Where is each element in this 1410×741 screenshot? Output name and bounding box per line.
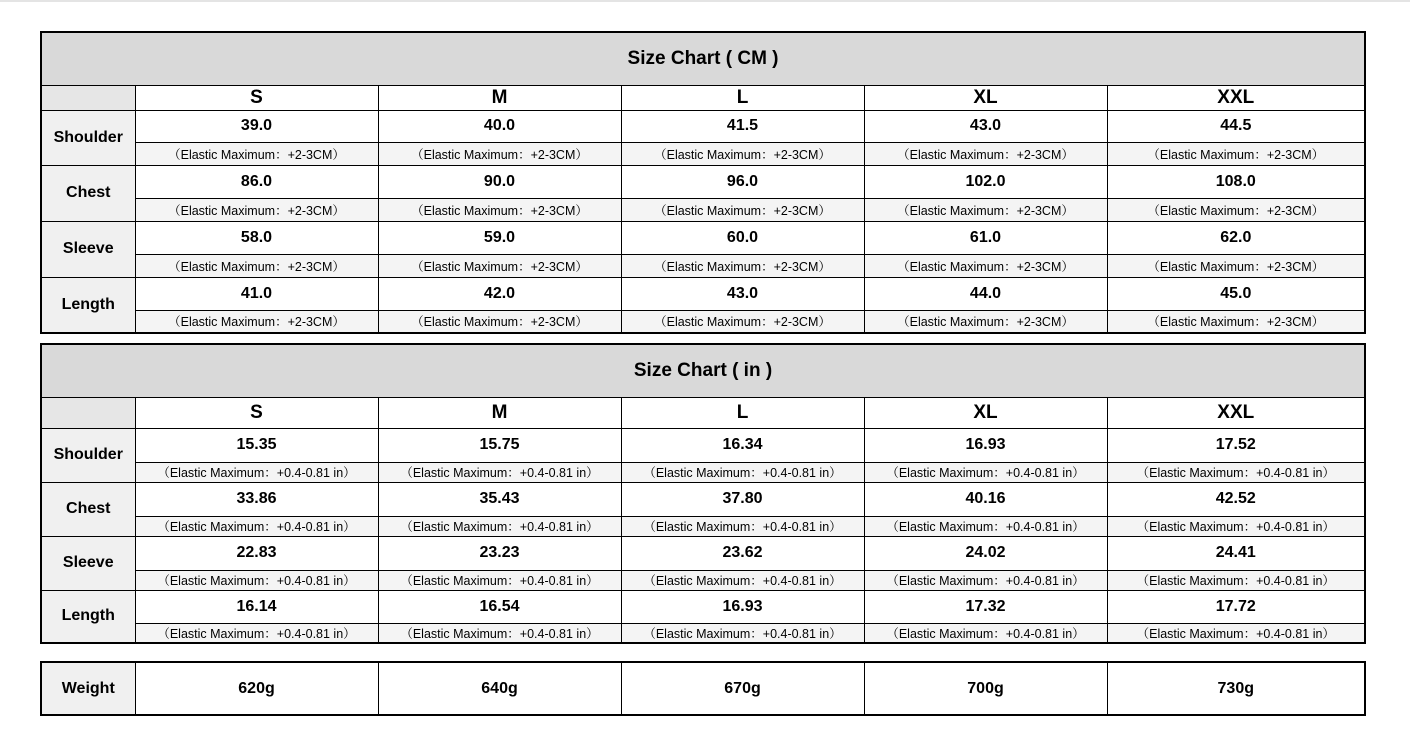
size-header-xxl: XXL <box>1107 397 1365 428</box>
elastic-note: （Elastic Maximum：+0.4-0.81 in） <box>378 570 621 590</box>
elastic-note: （Elastic Maximum：+2-3CM） <box>621 254 864 277</box>
elastic-note: （Elastic Maximum：+2-3CM） <box>378 310 621 333</box>
row-label-sleeve: Sleeve <box>41 536 135 590</box>
value-cell: 39.0 <box>135 110 378 142</box>
table-row <box>41 110 1365 142</box>
size-header-xl: XL <box>864 85 1107 110</box>
elastic-note: （Elastic Maximum：+2-3CM） <box>864 310 1107 333</box>
value-cell: 44.0 <box>864 277 1107 310</box>
value-cell: 41.5 <box>621 110 864 142</box>
value-cell: 16.93 <box>864 428 1107 462</box>
elastic-note: （Elastic Maximum：+0.4-0.81 in） <box>378 462 621 482</box>
size-header-m: M <box>378 397 621 428</box>
value-cell: 43.0 <box>864 110 1107 142</box>
chart-title: Size Chart ( in ) <box>41 344 1365 397</box>
table-row <box>41 482 1365 516</box>
elastic-note: （Elastic Maximum：+0.4-0.81 in） <box>621 570 864 590</box>
value-cell: 24.41 <box>1107 536 1365 570</box>
elastic-note: （Elastic Maximum：+2-3CM） <box>864 198 1107 221</box>
value-cell: 16.93 <box>621 590 864 623</box>
row-label-shoulder: Shoulder <box>41 428 135 482</box>
weight-value: 700g <box>864 662 1107 715</box>
elastic-note: （Elastic Maximum：+0.4-0.81 in） <box>621 462 864 482</box>
corner-cell <box>41 85 135 110</box>
value-cell: 108.0 <box>1107 165 1365 198</box>
value-cell: 16.14 <box>135 590 378 623</box>
value-cell: 40.16 <box>864 482 1107 516</box>
elastic-note: （Elastic Maximum：+2-3CM） <box>378 254 621 277</box>
value-cell: 43.0 <box>621 277 864 310</box>
elastic-note: （Elastic Maximum：+0.4-0.81 in） <box>1107 570 1365 590</box>
size-header-m: M <box>378 85 621 110</box>
value-cell: 15.35 <box>135 428 378 462</box>
elastic-note: （Elastic Maximum：+2-3CM） <box>621 198 864 221</box>
elastic-note: （Elastic Maximum：+0.4-0.81 in） <box>378 623 621 643</box>
value-cell: 33.86 <box>135 482 378 516</box>
elastic-note: （Elastic Maximum：+0.4-0.81 in） <box>1107 516 1365 536</box>
value-cell: 17.72 <box>1107 590 1365 623</box>
value-cell: 96.0 <box>621 165 864 198</box>
elastic-note: （Elastic Maximum：+2-3CM） <box>864 142 1107 165</box>
elastic-note: （Elastic Maximum：+0.4-0.81 in） <box>864 516 1107 536</box>
elastic-note: （Elastic Maximum：+0.4-0.81 in） <box>864 570 1107 590</box>
value-cell: 17.32 <box>864 590 1107 623</box>
table-row <box>41 590 1365 623</box>
elastic-note: （Elastic Maximum：+0.4-0.81 in） <box>135 623 378 643</box>
elastic-note: （Elastic Maximum：+2-3CM） <box>1107 142 1365 165</box>
row-label-shoulder: Shoulder <box>41 110 135 165</box>
weight-value: 620g <box>135 662 378 715</box>
elastic-note: （Elastic Maximum：+0.4-0.81 in） <box>135 516 378 536</box>
value-cell: 23.62 <box>621 536 864 570</box>
elastic-note: （Elastic Maximum：+2-3CM） <box>621 310 864 333</box>
size-header-xl: XL <box>864 397 1107 428</box>
value-cell: 22.83 <box>135 536 378 570</box>
elastic-note: （Elastic Maximum：+2-3CM） <box>135 142 378 165</box>
value-cell: 42.0 <box>378 277 621 310</box>
elastic-note: （Elastic Maximum：+0.4-0.81 in） <box>135 570 378 590</box>
elastic-note: （Elastic Maximum：+2-3CM） <box>135 310 378 333</box>
value-cell: 37.80 <box>621 482 864 516</box>
value-cell: 90.0 <box>378 165 621 198</box>
weight-table <box>40 661 1366 716</box>
value-cell: 62.0 <box>1107 221 1365 254</box>
elastic-note: （Elastic Maximum：+0.4-0.81 in） <box>1107 462 1365 482</box>
value-cell: 16.34 <box>621 428 864 462</box>
row-label-length: Length <box>41 277 135 333</box>
table-row <box>41 662 1365 715</box>
elastic-note: （Elastic Maximum：+2-3CM） <box>135 254 378 277</box>
elastic-note: （Elastic Maximum：+0.4-0.81 in） <box>1107 623 1365 643</box>
value-cell: 42.52 <box>1107 482 1365 516</box>
value-cell: 40.0 <box>378 110 621 142</box>
elastic-note: （Elastic Maximum：+2-3CM） <box>621 142 864 165</box>
elastic-note: （Elastic Maximum：+2-3CM） <box>378 198 621 221</box>
table-row <box>41 221 1365 254</box>
value-cell: 59.0 <box>378 221 621 254</box>
row-label-length: Length <box>41 590 135 643</box>
weight-value: 730g <box>1107 662 1365 715</box>
weight-value: 670g <box>621 662 864 715</box>
value-cell: 23.23 <box>378 536 621 570</box>
corner-cell <box>41 397 135 428</box>
value-cell: 15.75 <box>378 428 621 462</box>
size-header-l: L <box>621 397 864 428</box>
elastic-note: （Elastic Maximum：+0.4-0.81 in） <box>621 516 864 536</box>
value-cell: 61.0 <box>864 221 1107 254</box>
elastic-note: （Elastic Maximum：+2-3CM） <box>378 142 621 165</box>
chart-title: Size Chart ( CM ) <box>41 32 1365 85</box>
size-header-s: S <box>135 85 378 110</box>
elastic-note: （Elastic Maximum：+2-3CM） <box>1107 310 1365 333</box>
weight-value: 640g <box>378 662 621 715</box>
size-header-xxl: XXL <box>1107 85 1365 110</box>
size-header-s: S <box>135 397 378 428</box>
table-row <box>41 277 1365 310</box>
value-cell: 86.0 <box>135 165 378 198</box>
value-cell: 58.0 <box>135 221 378 254</box>
value-cell: 24.02 <box>864 536 1107 570</box>
value-cell: 35.43 <box>378 482 621 516</box>
row-label-chest: Chest <box>41 165 135 221</box>
elastic-note: （Elastic Maximum：+0.4-0.81 in） <box>378 516 621 536</box>
value-cell: 16.54 <box>378 590 621 623</box>
elastic-note: （Elastic Maximum：+2-3CM） <box>135 198 378 221</box>
value-cell: 41.0 <box>135 277 378 310</box>
elastic-note: （Elastic Maximum：+0.4-0.81 in） <box>621 623 864 643</box>
value-cell: 17.52 <box>1107 428 1365 462</box>
size-chart-cm <box>40 31 1366 334</box>
size-header-l: L <box>621 85 864 110</box>
elastic-note: （Elastic Maximum：+2-3CM） <box>1107 198 1365 221</box>
value-cell: 102.0 <box>864 165 1107 198</box>
elastic-note: （Elastic Maximum：+0.4-0.81 in） <box>864 623 1107 643</box>
row-label-weight: Weight <box>41 662 135 715</box>
table-row <box>41 428 1365 462</box>
elastic-note: （Elastic Maximum：+2-3CM） <box>864 254 1107 277</box>
top-divider <box>0 0 1410 2</box>
row-label-sleeve: Sleeve <box>41 221 135 277</box>
elastic-note: （Elastic Maximum：+2-3CM） <box>1107 254 1365 277</box>
row-label-chest: Chest <box>41 482 135 536</box>
size-chart-in <box>40 343 1366 644</box>
table-row <box>41 165 1365 198</box>
value-cell: 45.0 <box>1107 277 1365 310</box>
elastic-note: （Elastic Maximum：+0.4-0.81 in） <box>864 462 1107 482</box>
table-row <box>41 536 1365 570</box>
value-cell: 60.0 <box>621 221 864 254</box>
value-cell: 44.5 <box>1107 110 1365 142</box>
elastic-note: （Elastic Maximum：+0.4-0.81 in） <box>135 462 378 482</box>
